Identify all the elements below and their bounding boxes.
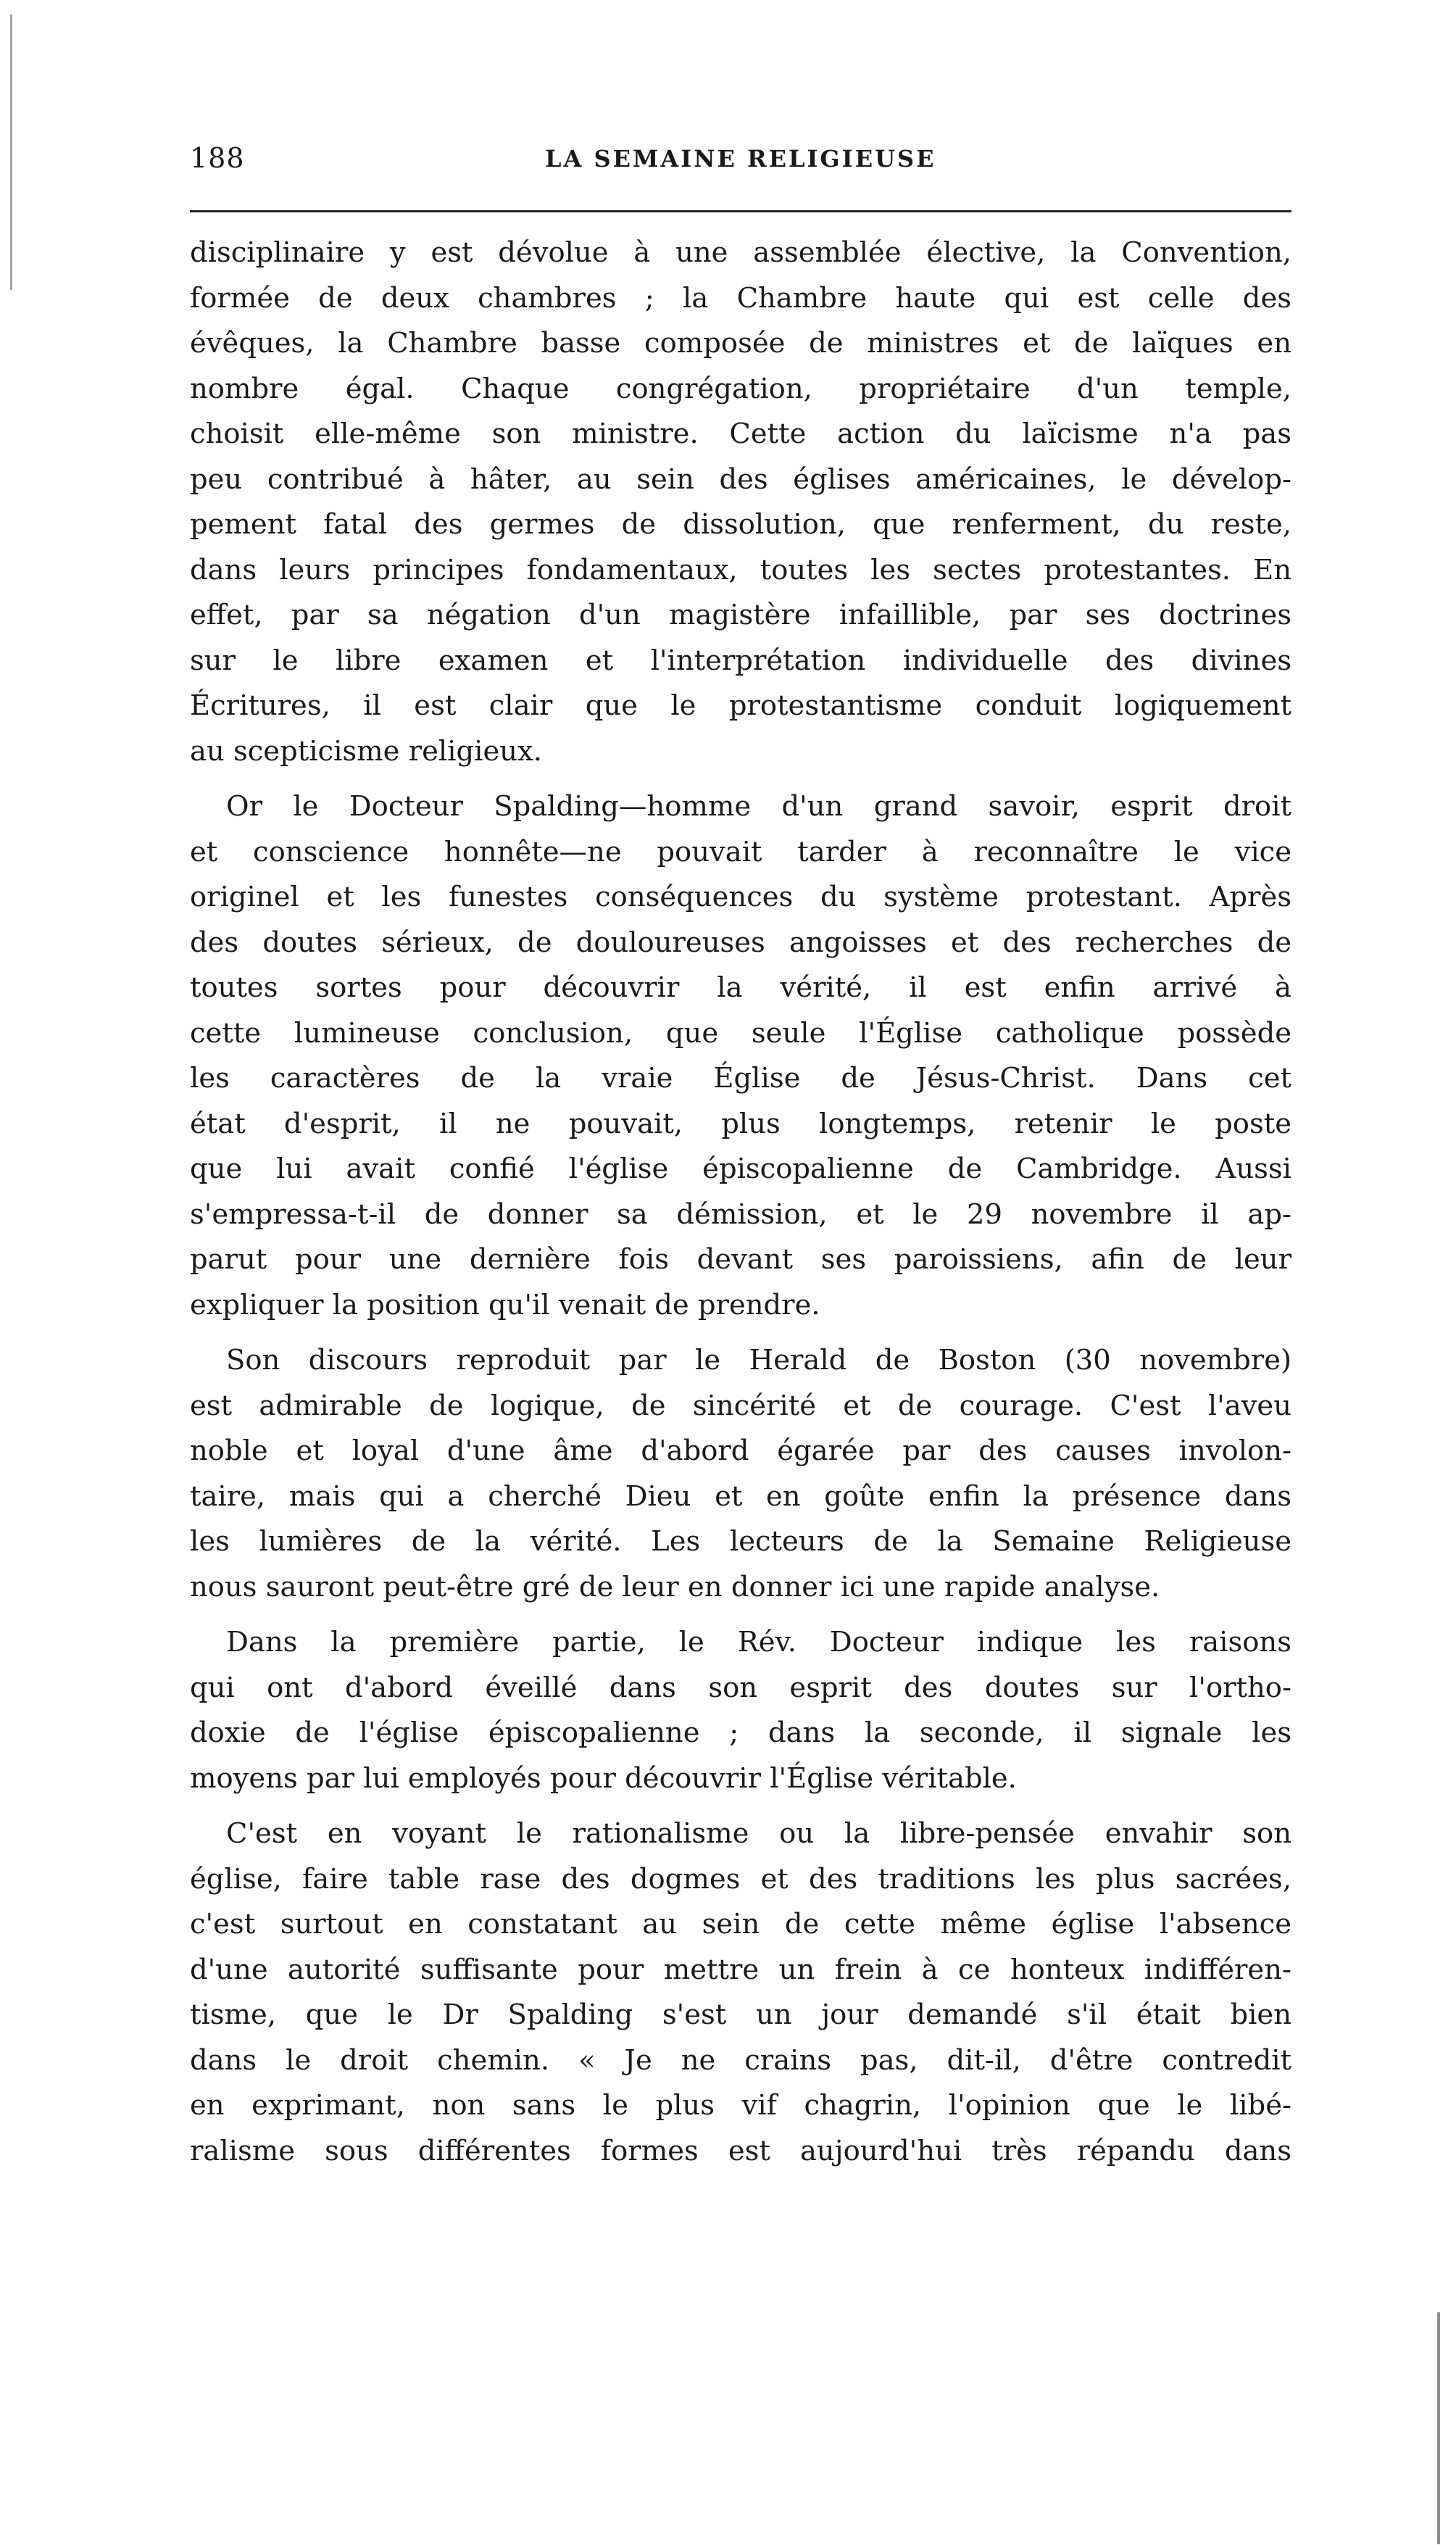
- text-line: formée de deux chambres ; la Chambre haute qui est celle des: [190, 281, 1291, 315]
- text-line: Écritures, il est clair que le protestantisme conduit logiquement: [190, 689, 1291, 722]
- text-line: Dans la première partie, le Rév. Docteur indique les raisons: [226, 1626, 1291, 1658]
- page-number: 188: [190, 142, 245, 174]
- text-line: Son discours reproduit par le Herald de Boston (30 novembre): [226, 1344, 1291, 1377]
- text-line: nombre égal. Chaque congrégation, propriétaire d'un temple,: [190, 372, 1291, 405]
- text-line: C'est en voyant le rationalisme ou la libre-pensée envahir son: [226, 1817, 1291, 1850]
- body-text: [190, 231, 1291, 2184]
- paragraph: [190, 1811, 1291, 2174]
- text-line: et conscience honnête—ne pouvait tarder à reconnaître le vice: [190, 835, 1291, 868]
- text-line: originel et les funestes conséquences du système protestant. Après: [190, 881, 1291, 913]
- text-line: est admirable de logique, de sincérité et de courage. C'est l'aveu: [190, 1389, 1291, 1422]
- text-line: les caractères de la vraie Église de Jésus-Christ. Dans cet: [190, 1062, 1291, 1095]
- text-line: disciplinaire y est dévolue à une assemblée élective, la Convention,: [190, 236, 1291, 269]
- text-line: peu contribué à hâter, au sein des églises américaines, le dévelop-: [190, 462, 1291, 496]
- text-line: moyens par lui employés pour découvrir l'Église véritable.: [190, 1761, 1017, 1795]
- text-line: Or le Docteur Spalding—homme d'un grand savoir, esprit droit: [226, 790, 1291, 823]
- text-line: doxie de l'église épiscopalienne ; dans la seconde, il signale les: [190, 1716, 1291, 1749]
- scan-edge-right: [1437, 2312, 1440, 2544]
- text-line: au scepticisme religieux.: [190, 734, 542, 768]
- paragraph: [190, 784, 1291, 1328]
- text-line: pement fatal des germes de dissolution, que renferment, du reste,: [190, 508, 1291, 541]
- running-title: LA SEMAINE RELIGIEUSE: [545, 145, 936, 173]
- text-line: église, faire table rase des dogmes et des traditions les plus sacrées,: [190, 1862, 1291, 1896]
- text-line: expliquer la position qu'il venait de prendre.: [190, 1288, 820, 1321]
- paragraph: [190, 231, 1291, 774]
- paragraph: [190, 1338, 1291, 1610]
- text-line: parut pour une dernière fois devant ses paroissiens, afin de leur: [190, 1243, 1291, 1276]
- text-line: nous sauront peut-être gré de leur en donner ici une rapide analyse.: [190, 1570, 1160, 1603]
- text-line: c'est surtout en constatant au sein de cette même église l'absence: [190, 1908, 1291, 1940]
- text-line: choisit elle-même son ministre. Cette action du laïcisme n'a pas: [190, 418, 1291, 450]
- text-line: que lui avait confié l'église épiscopalienne de Cambridge. Aussi: [190, 1153, 1291, 1185]
- text-line: cette lumineuse conclusion, que seule l'Église catholique possède: [190, 1016, 1291, 1050]
- header-rule: [190, 210, 1291, 212]
- text-line: les lumières de la vérité. Les lecteurs de la Semaine Religieuse: [190, 1525, 1291, 1558]
- running-head: [190, 142, 1291, 186]
- text-line: toutes sortes pour découvrir la vérité, il est enfin arrivé à: [190, 971, 1291, 1004]
- text-line: d'une autorité suffisante pour mettre un frein à ce honteux indifféren-: [190, 1953, 1291, 1986]
- text-line: s'empressa-t-il de donner sa démission, et le 29 novembre il ap-: [190, 1197, 1291, 1231]
- text-line: qui ont d'abord éveillé dans son esprit des doutes sur l'ortho-: [190, 1671, 1291, 1704]
- text-line: dans leurs principes fondamentaux, toutes les sectes protestantes. En: [190, 553, 1291, 586]
- text-line: en exprimant, non sans le plus vif chagrin, l'opinion que le libé-: [190, 2089, 1291, 2122]
- text-line: évêques, la Chambre basse composée de ministres et de laïques en: [190, 327, 1291, 360]
- text-line: sur le libre examen et l'interprétation individuelle des divines: [190, 644, 1291, 677]
- text-line: tisme, que le Dr Spalding s'est un jour demandé s'il était bien: [190, 1998, 1291, 2031]
- paragraph: [190, 1620, 1291, 1801]
- text-line: noble et loyal d'une âme d'abord égarée par des causes involon-: [190, 1435, 1291, 1467]
- text-line: des doutes sérieux, de douloureuses angoisses et des recherches de: [190, 926, 1291, 959]
- text-line: dans le droit chemin. « Je ne crains pas, dit-il, d'être contredit: [190, 2043, 1291, 2077]
- text-line: ralisme sous différentes formes est aujourd'hui très répandu dans: [190, 2134, 1291, 2167]
- text-line: état d'esprit, il ne pouvait, plus longtemps, retenir le poste: [190, 1107, 1291, 1140]
- text-line: effet, par sa négation d'un magistère infaillible, par ses doctrines: [190, 599, 1291, 631]
- scan-edge-left: [10, 14, 12, 290]
- text-line: taire, mais qui a cherché Dieu et en goûte enfin la présence dans: [190, 1479, 1291, 1513]
